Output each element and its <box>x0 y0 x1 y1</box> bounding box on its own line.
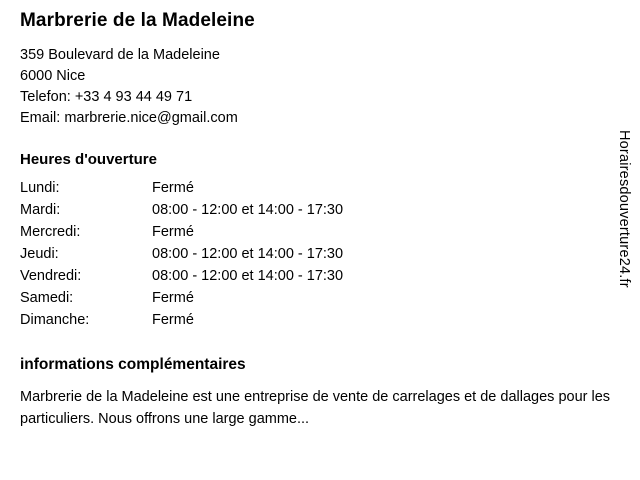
page-title: Marbrerie de la Madeleine <box>20 10 255 31</box>
table-row <box>20 267 343 289</box>
hours-day-label: Vendredi: <box>20 268 82 284</box>
hours-day-label: Dimanche: <box>20 312 90 328</box>
hours-day-value: 08:00 - 12:00 et 14:00 - 17:30 <box>152 202 344 218</box>
additional-info-text: Marbrerie de la Madeleine est une entreprise de vente de carrelages et de dallages pour les particuliers. Nous offrons une large gamme... <box>20 389 611 427</box>
table-row <box>20 179 343 201</box>
table-row <box>20 201 343 223</box>
phone-line: Telefon: +33 4 93 44 49 71 <box>20 89 193 105</box>
opening-hours-table <box>20 179 343 333</box>
address-line-2: 6000 Nice <box>20 68 86 84</box>
hours-day-value: Fermé <box>152 180 194 196</box>
hours-day-value: Fermé <box>152 290 194 306</box>
hours-day-label: Samedi: <box>20 290 74 306</box>
address-line-1: 359 Boulevard de la Madeleine <box>20 47 220 63</box>
hours-day-value: 08:00 - 12:00 et 14:00 - 17:30 <box>152 268 344 284</box>
main-content <box>20 10 615 430</box>
table-row <box>20 245 343 267</box>
opening-hours-heading: Heures d'ouverture <box>20 151 157 168</box>
hours-day-label: Jeudi: <box>20 246 59 262</box>
hours-day-label: Mardi: <box>20 202 61 218</box>
hours-day-value: 08:00 - 12:00 et 14:00 - 17:30 <box>152 246 344 262</box>
table-row <box>20 223 343 245</box>
table-row <box>20 289 343 311</box>
hours-day-label: Lundi: <box>20 180 60 196</box>
hours-day-value: Fermé <box>152 312 194 328</box>
hours-day-label: Mercredi: <box>20 224 81 240</box>
additional-info-heading: informations complémentaires <box>20 356 246 373</box>
hours-day-value: Fermé <box>152 224 194 240</box>
table-row <box>20 311 343 333</box>
email-line: Email: marbrerie.nice@gmail.com <box>20 110 238 126</box>
site-watermark-label: Horairesdouverture24.fr <box>616 130 632 288</box>
